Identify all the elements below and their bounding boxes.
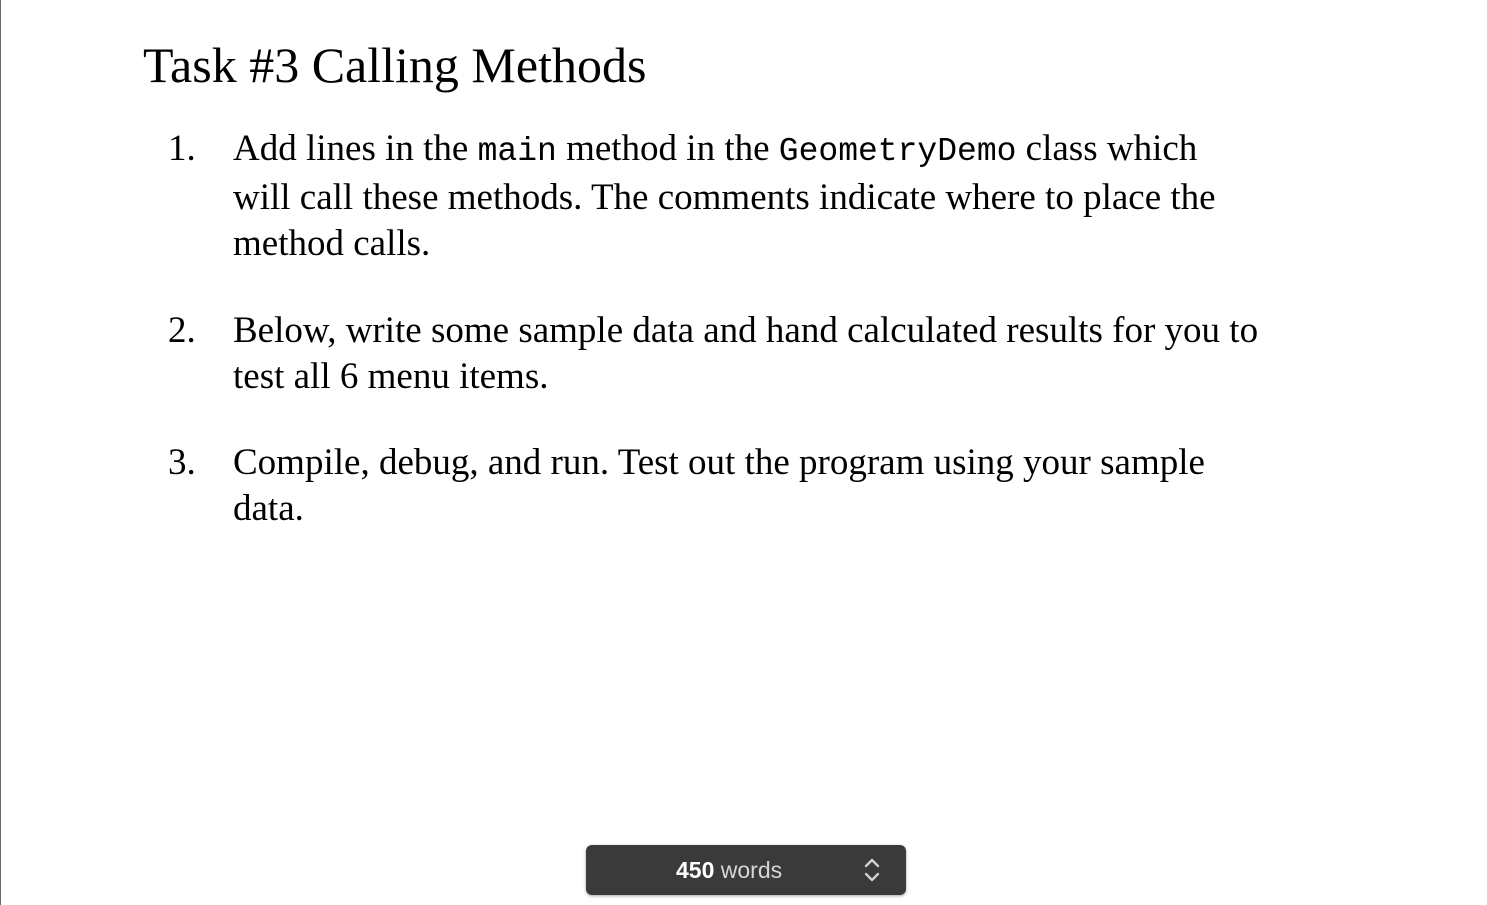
list-item-line: test all 6 menu items. — [233, 356, 549, 397]
code-main: main — [477, 133, 557, 170]
list-item-number: 1. — [168, 128, 196, 169]
list-item-number: 3. — [168, 442, 196, 483]
task-heading: Task #3 Calling Methods — [143, 37, 647, 93]
list-item-line: Compile, debug, and run. Test out the program using your sample — [233, 442, 1205, 483]
list-item-text — [233, 126, 1363, 267]
word-count-label — [676, 845, 782, 895]
list-item-line: method calls. — [233, 223, 431, 264]
code-class-name: GeometryDemo — [778, 133, 1017, 170]
list-item-line — [233, 126, 1363, 175]
text-run: method in the — [556, 128, 779, 169]
word-count-unit: words — [720, 857, 783, 883]
list-item-line: will call these methods. The comments indicate where to place the — [233, 177, 1216, 218]
text-run: class which — [1016, 128, 1198, 169]
chevron-up-down-icon — [862, 857, 882, 883]
word-count-number: 450 — [676, 857, 715, 883]
list-item-text — [233, 440, 1363, 532]
list-item-line: Below, write some sample data and hand calculated results for you to — [233, 310, 1259, 351]
list-item-line: data. — [233, 488, 304, 529]
list-item-text — [233, 308, 1363, 400]
text-run: Add lines in the — [233, 128, 478, 169]
list-item-number: 2. — [168, 310, 196, 351]
word-count-button[interactable] — [586, 845, 906, 895]
